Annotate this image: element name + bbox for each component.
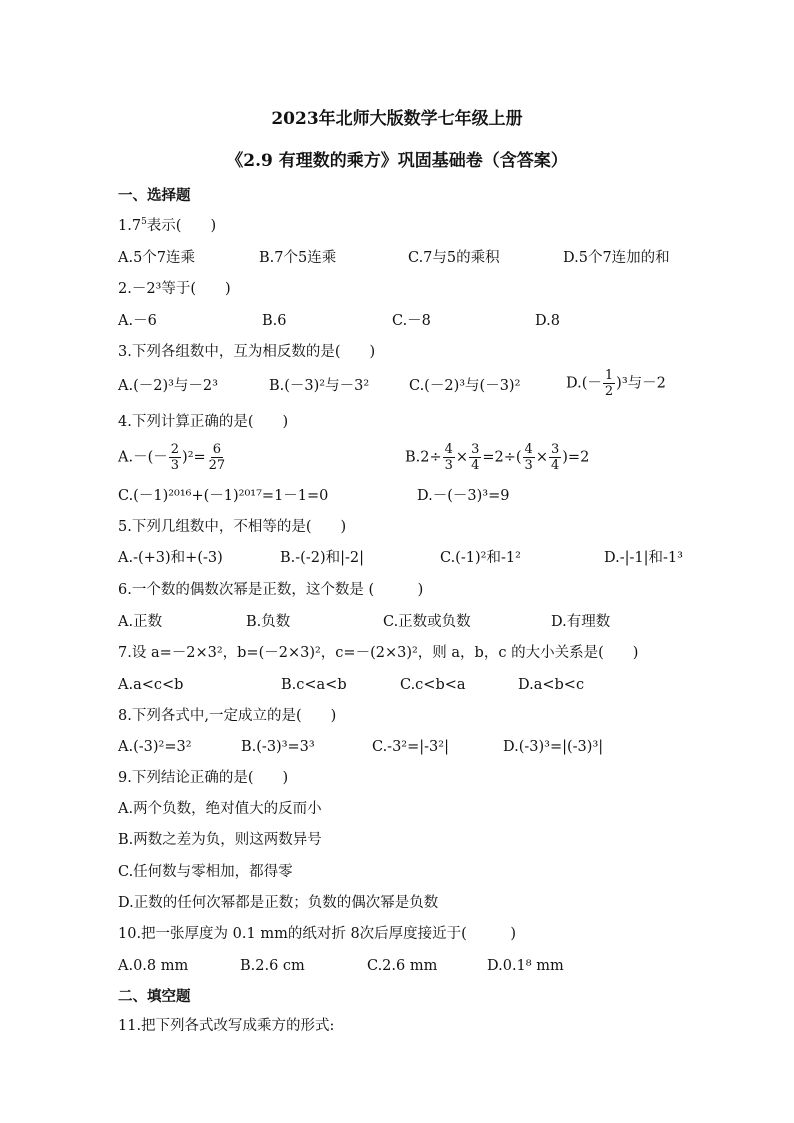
option-d: D.5个7连加的和	[563, 250, 670, 266]
question-4-stem: 4.下列计算正确的是( )	[118, 414, 289, 430]
option-d: D.－(－3)³=9	[417, 488, 510, 504]
option-b: B.2÷ $\frac{4}{3}$ × $\frac{3}{4}$ =2÷( $\frac{4}{3}$ × $\frac{3}{4}$ )=2	[405, 442, 590, 473]
option-d: D.-|-1|和-1³	[604, 550, 683, 566]
option-b: B.c<a<b	[281, 677, 347, 693]
option-b: B.(-3)³=3³	[241, 739, 315, 755]
question-9-option-d: D.正数的任何次幂都是正数；负数的偶次幂是负数	[118, 895, 439, 911]
section-heading-fill: 二、填空题	[118, 988, 191, 1005]
option-c: C.(－1)²⁰¹⁶+(－1)²⁰¹⁷=1－1=0	[118, 488, 329, 504]
question-5-stem: 5.下列几组数中，不相等的是( )	[118, 519, 347, 535]
question-9-option-b: B.两数之差为负，则这两数异号	[118, 832, 322, 848]
option-c: C.－8	[392, 313, 431, 329]
doc-subtitle: 《2.9 有理数的乘方》巩固基础卷（含答案）	[226, 151, 568, 171]
option-a: A.－6	[118, 313, 157, 329]
question-10-stem: 10.把一张厚度为 0.1 mm的纸对折 8次后厚度接近于( )	[118, 926, 516, 942]
question-11-stem: 11.把下列各式改写成乘方的形式:	[118, 1018, 335, 1034]
question-9-option-c: C.任何数与零相加，都得零	[118, 864, 293, 880]
question-1-stem: $1.7^5$表示( )	[118, 217, 217, 234]
option-a: A.(-3)²=3²	[118, 739, 192, 755]
option-c: C.c<b<a	[400, 677, 466, 693]
option-b: B.6	[262, 313, 287, 329]
question-3-stem: 3.下列各组数中，互为相反数的是( )	[118, 344, 376, 360]
section-heading-choice: 一、选择题	[118, 187, 191, 204]
option-c: C.2.6 mm	[367, 958, 438, 974]
option-a: A.正数	[118, 614, 163, 630]
option-a: A.5个7连乘	[118, 250, 196, 266]
option-b: B.-(-2)和|-2|	[280, 550, 364, 566]
question-7-stem: 7.设 a=－2×3²，b=(－2×3)²，c=－(2×3)²，则 a，b，c 的大小关系是( )	[118, 645, 639, 661]
question-6-stem: 6.一个数的偶数次幂是正数，这个数是 ( )	[118, 582, 424, 598]
option-c: C.(－2)³与(－3)²	[409, 378, 521, 394]
question-2-stem: 2.－2³等于( )	[118, 281, 231, 297]
option-c: C.(-1)²和-1²	[440, 550, 521, 566]
option-c: C.7与5的乘积	[408, 250, 500, 266]
question-4-options-ab	[0, 438, 794, 478]
option-d: D.有理数	[551, 614, 611, 630]
option-d: D.(-3)³=|(-3)³|	[503, 739, 604, 755]
option-a: A.0.8 mm	[118, 958, 189, 974]
option-c: C.正数或负数	[383, 614, 471, 630]
option-d: D.8	[535, 313, 560, 329]
option-d: D.0.1⁸ mm	[487, 958, 564, 974]
question-9-stem: 9.下列结论正确的是( )	[118, 770, 289, 786]
question-8-stem: 8.下列各式中,一定成立的是( )	[118, 708, 337, 724]
doc-title: 2023年北师大版数学七年级上册	[271, 109, 523, 129]
question-9-option-a: A.两个负数，绝对值大的反而小	[118, 801, 322, 817]
option-b: B.7个5连乘	[259, 250, 337, 266]
option-b: B.(－3)²与－3²	[269, 378, 370, 394]
option-a: A.-(+3)和+(-3)	[118, 550, 223, 566]
option-b: B.2.6 cm	[240, 958, 305, 974]
option-a: A.－(－ $\frac{2}{3}$ )²= $\frac{6}{27}$	[118, 442, 226, 473]
option-a: A.(－2)³与－2³	[118, 378, 218, 394]
option-a: A.a<c<b	[118, 677, 184, 693]
option-c: C.-3²=|-3²|	[372, 739, 449, 755]
option-d: D.a<b<c	[518, 677, 585, 693]
option-b: B.负数	[246, 614, 291, 630]
option-d: D.(－ $\frac{1}{2}$ )³与－2	[566, 368, 666, 399]
